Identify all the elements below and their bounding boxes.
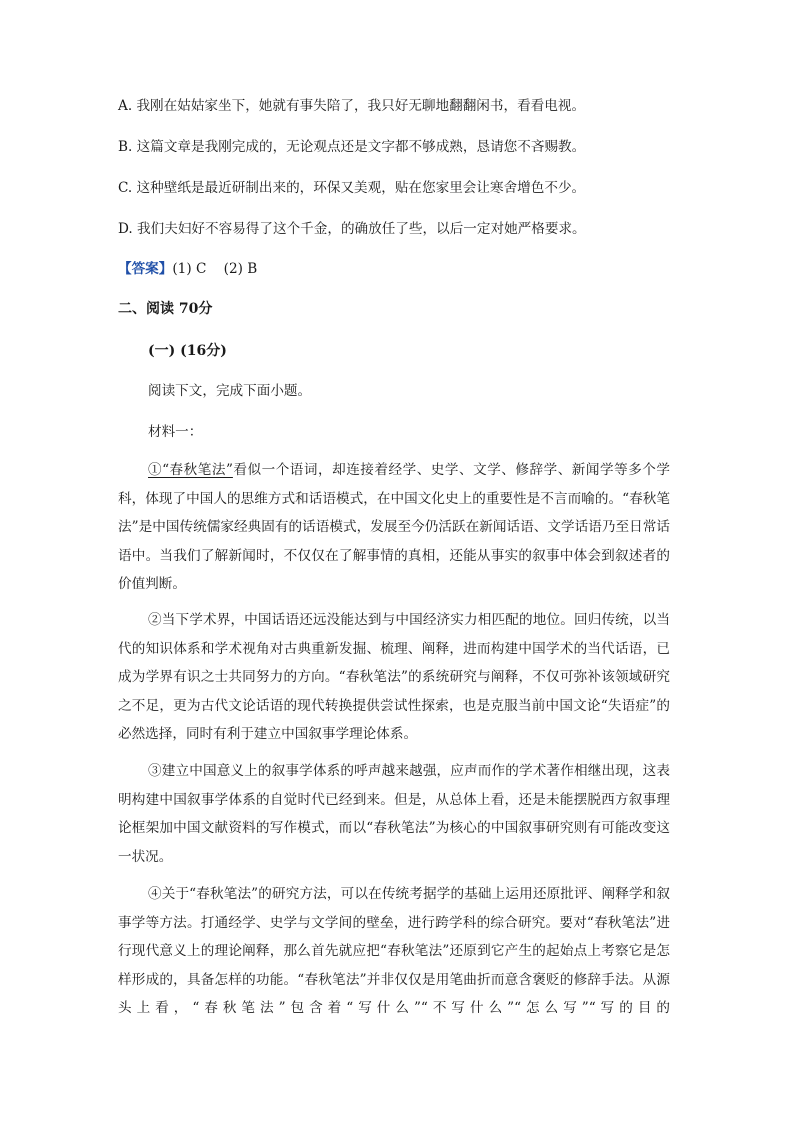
option-a: A. 我刚在姑姑家坐下，她就有事失陪了，我只好无聊地翻翻闲书，看看电视。 [118,98,586,114]
section-title: 二、阅读 70分 [118,301,213,317]
material-label: 材料一： [148,424,203,440]
paragraph-1-lead: ①“春秋笔法” [148,462,233,478]
paragraph-1 [118,456,670,599]
paragraph-4: ④关于“春秋笔法”的研究方法，可以在传统考据学的基础上运用还原批评、阐释学和叙事学等方法。打通经学、史学与文学间的壁垒，进行跨学科的综合研究。要对“春秋笔法”进行现代意义上的理论阐释，那么首先就应把“春秋笔法”还原到它产生的起始点上考察它是怎样形成的，具备怎样的功能。“春秋笔法”并非仅仅是用笔曲折而意含褒贬的修辞手法。从源头上看，“春秋笔法”包含着“写什么”“不写什么”“怎么写”“写的目的 [118,886,670,1017]
answer-value: (1) C (2) B [172,261,258,277]
option-d: D. 我们夫妇好不容易得了这个千金，的确放任了些，以后一定对她严格要求。 [118,221,586,237]
paragraph-3: ③建立中国意义上的叙事学体系的呼声越来越强，应声而作的学术著作相继出现，这表明构建中国叙事学体系的自觉时代已经到来。但是，从总体上看，还是未能摆脱西方叙事理论框架加中国文献资料的写作模式，而以“春秋笔法”为核心的中国叙事研究则有可能改变这一状况。 [118,763,670,865]
subsection-title: (一) (16分) [148,343,227,359]
paragraph-2: ②当下学术界，中国话语还远没能达到与中国经济实力相匹配的地位。回归传统，以当代的知识体系和学术视角对古典重新发掘、梳理、阐释，进而构建中国学术的当代话语，已成为学界有识之士共同努力的方向。“春秋笔法”的系统研究与阐释，不仅可弥补该领域研究之不足，更为古代文论话语的现代转换提供尝试性探索，也是克服当前中国文论“失语症”的必然选择，同时有利于建立中国叙事学理论体系。 [118,612,670,743]
answer-label: 【答案】 [118,261,173,277]
answer-line [118,260,257,278]
instruction-text: 阅读下文，完成下面小题。 [148,383,312,399]
option-b: B. 这篇文章是我刚完成的，无论观点还是文字都不够成熟，恳请您不吝赐教。 [118,139,586,155]
paragraph-1-body: 看似一个语词，却连接着经学、史学、文学、修辞学、新闻学等多个学科，体现了中国人的思维方式和话语模式，在中国文化史上的重要性是不言而喻的。“春秋笔法”是中国传统儒家经典固有的话语模式，发展至今仍活跃在新闻话语、文学话语乃至日常话语中。当我们了解新闻时，不仅仅在了解事情的真相，还能从事实的叙事中体会到叙述者的价值判断。 [118,462,670,593]
option-c: C. 这种壁纸是最近研制出来的，环保又美观，贴在您家里会让寒舍增色不少。 [118,180,586,196]
